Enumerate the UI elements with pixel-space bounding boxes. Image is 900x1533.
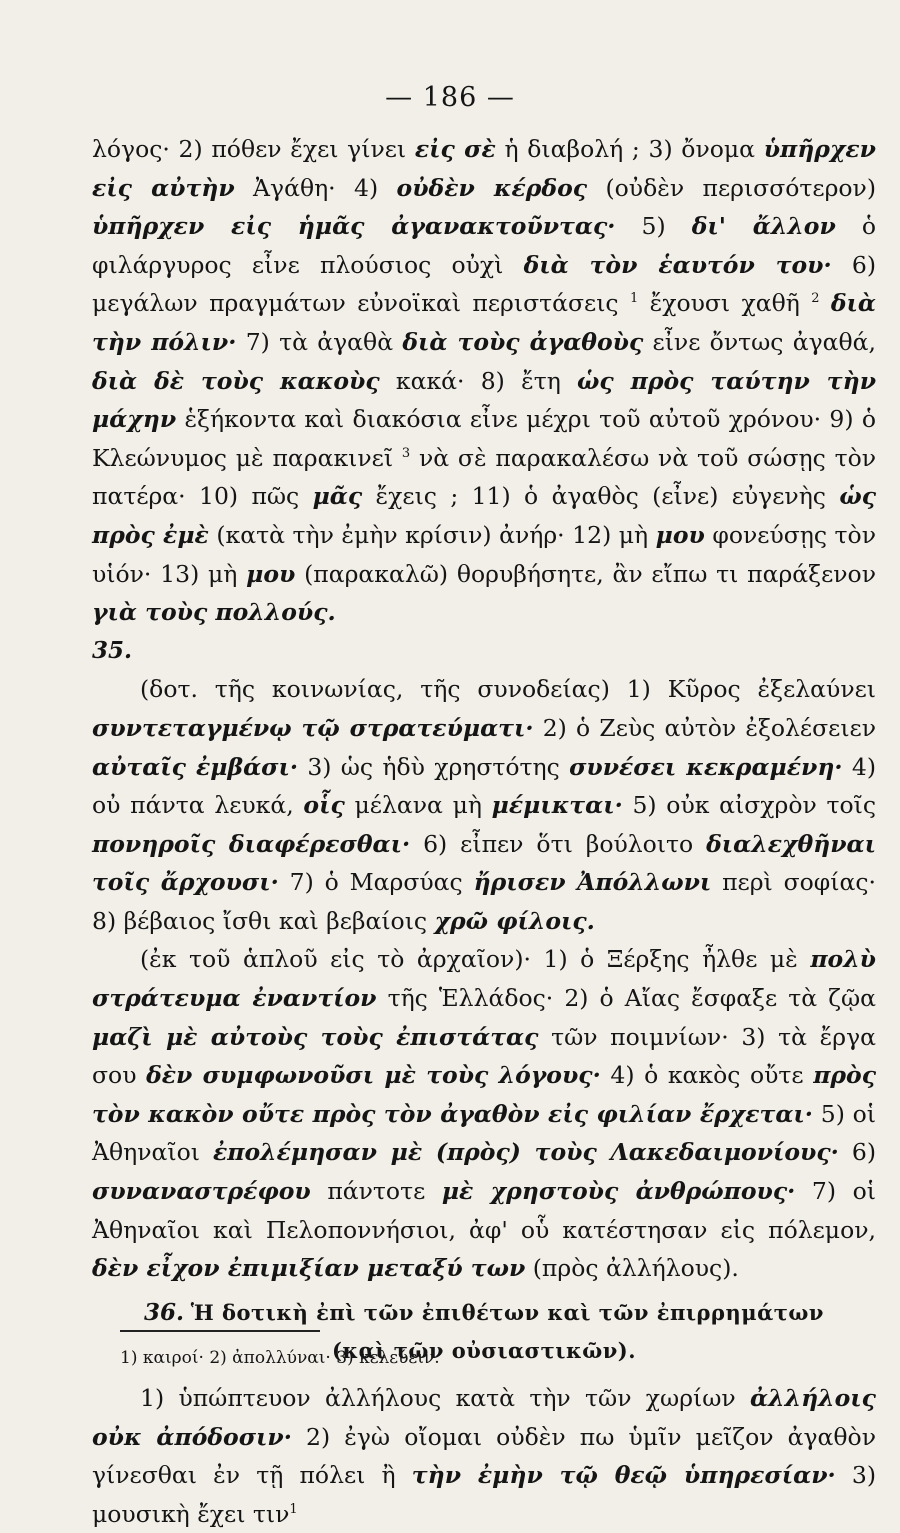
text-run: 1) ὑπώπτευον ἀλλήλους κατὰ τὴν τῶν χωρίων bbox=[140, 1384, 751, 1412]
emphasized-phrase: διὰ δὲ τοὺς κακοὺς bbox=[92, 366, 380, 395]
paragraph-exercise-34-continued bbox=[92, 130, 876, 632]
paragraph-exercise-36 bbox=[92, 1379, 876, 1533]
text-run: τῶν ποιμνίων· 3) τὰ ἔργα σου bbox=[92, 1022, 876, 1090]
text-run: νὰ σὲ παρακαλέσω νὰ τοῦ σώσῃς τὸν πατέρα· 10) πῶς bbox=[92, 443, 877, 511]
footnote-marker: 1 bbox=[629, 291, 639, 307]
text-run: 4) ὁ κακὸς οὔτε bbox=[600, 1061, 814, 1090]
emphasized-phrase: ἐπολέμησαν μὲ (πρὸς) τοὺς Λακεδαιμονίους· bbox=[212, 1138, 839, 1167]
text-run: 5) οἱ Ἀθηναῖοι bbox=[92, 1099, 877, 1167]
emphasized-phrase: συνέσει κεκραμένη· bbox=[569, 752, 843, 781]
emphasized-phrase: μαζὶ μὲ αὐτοὺς τοὺς ἐπιστάτας bbox=[92, 1022, 539, 1051]
emphasized-phrase: μὲ χρηστοὺς ἀνθρώπους· bbox=[441, 1177, 796, 1206]
emphasized-phrase: διαλεχθῆναι τοῖς ἄρχουσι· bbox=[92, 829, 876, 897]
emphasized-phrase: διὰ τὸν ἑαυτόν του· bbox=[523, 250, 832, 279]
text-run: (δοτ. τῆς κοινωνίας, τῆς συνοδείας) 1) Κῦρος ἐξελαύνει bbox=[140, 675, 876, 704]
emphasized-phrase: αὐταῖς ἐμβάσι· bbox=[92, 752, 299, 781]
emphasized-phrase: ὑπῆρχεν εἰς ἡμᾶς ἀγανακτοῦντας· bbox=[92, 212, 616, 241]
text-run: (κατὰ τὴν ἐμὴν κρίσιν) ἀνήρ· 12) μὴ bbox=[208, 520, 656, 549]
text-run: 6) bbox=[838, 1138, 877, 1167]
paragraph-exercise-35a bbox=[92, 670, 876, 940]
page-number: — 186 — bbox=[385, 82, 515, 113]
emphasized-phrase: χρῶ φίλοις. bbox=[434, 906, 595, 935]
text-run: ὁ φιλάργυρος εἶνε πλούσιος οὐχὶ bbox=[92, 212, 877, 279]
text-run: 5) οὐκ αἰσχρὸν τοῖς bbox=[622, 791, 876, 820]
text-run: 6) μεγάλων πραγμάτων εὐνοϊκαὶ περιστάσεις bbox=[92, 250, 876, 318]
section-title-line1: Ἡ δοτικὴ ἐπὶ τῶν ἐπιθέτων καὶ τῶν ἐπιρρημάτων bbox=[190, 1299, 824, 1325]
emphasized-phrase: πολὺ στράτευμα ἐναντίον bbox=[92, 945, 876, 1013]
footnote-marker: 1 bbox=[289, 1501, 298, 1517]
text-run: 3) ὡς ἡδὺ χρηστότης bbox=[298, 752, 570, 781]
text-run: (παρακαλῶ) θορυβήσητε, ἂν εἴπω τι παράξενον bbox=[295, 559, 876, 588]
emphasized-phrase: μου bbox=[246, 559, 296, 588]
text-run: πάντοτε bbox=[310, 1177, 442, 1206]
text-run: ἔχεις ; 11) ὁ ἀγαθὸς (εἶνε) εὐγενὴς bbox=[362, 482, 840, 511]
emphasized-phrase: συντεταγμένῳ τῷ στρατεύματι· bbox=[92, 713, 534, 742]
text-run: (ἐκ τοῦ ἁπλοῦ εἰς τὸ ἀρχαῖον)· 1) ὁ Ξέρξης ἦλθε μὲ bbox=[140, 945, 811, 974]
text-run: 7) ὁ Μαρσύας bbox=[278, 868, 474, 897]
text-run: εἶνε ὄντως ἀγαθά, bbox=[643, 327, 876, 356]
text-run: 3) μουσικὴ ἔχει τιν bbox=[92, 1461, 877, 1528]
text-run: 2) ἐγὼ οἴομαι οὐδὲν πω ὑμῖν μεῖζον ἀγαθὸν γίνεσθαι ἐν τῇ πόλει ἢ bbox=[92, 1422, 876, 1490]
text-run: 2) ὁ Ζεὺς αὐτὸν ἐξολέσειεν bbox=[533, 713, 876, 742]
footnote-marker: 2 bbox=[811, 291, 820, 307]
emphasized-phrase: ὡς πρὸς ἐμὲ bbox=[92, 482, 876, 549]
emphasized-phrase: διὰ τοὺς ἀγαθοὺς bbox=[402, 327, 644, 356]
text-run: Ἀγάθη· 4) bbox=[234, 173, 397, 202]
emphasized-phrase: συναναστρέφου bbox=[92, 1177, 311, 1206]
text-run: φονεύσῃς τὸν υἱόν· 13) μὴ bbox=[92, 520, 876, 588]
section-title-line2: (καὶ τῶν οὐσιαστικῶν). bbox=[331, 1338, 637, 1364]
text-run: (πρὸς ἀλλήλους). bbox=[525, 1254, 739, 1283]
emphasized-phrase: πρὸς τὸν κακὸν οὔτε πρὸς τὸν ἀγαθὸν εἰς φιλίαν ἔρχεται· bbox=[92, 1061, 876, 1128]
emphasized-phrase: μέμικται· bbox=[491, 791, 623, 820]
text-run: λόγος· 2) πόθεν ἔχει γίνει bbox=[92, 135, 415, 163]
text-run: 6) εἶπεν ὅτι βούλοιτο bbox=[410, 829, 707, 858]
emphasized-phrase: ἀλλήλοις οὐκ ἀπόδοσιν· bbox=[92, 1384, 876, 1451]
footnote-marker: 3 bbox=[401, 445, 411, 461]
text-run: μέλανα μὴ bbox=[344, 791, 492, 820]
emphasized-phrase: δὲν εἶχον ἐπιμιξίαν μεταξύ των bbox=[92, 1254, 526, 1283]
text-run: 5) bbox=[615, 212, 692, 241]
footnote-divider bbox=[120, 1330, 320, 1332]
text-run: τῆς Ἑλλάδος· 2) ὁ Αἴας ἔσφαξε τὰ ζῷα bbox=[376, 984, 876, 1013]
text-run: ἡ διαβολή ; 3) ὄνομα bbox=[495, 135, 764, 163]
emphasized-phrase: μᾶς bbox=[312, 482, 363, 511]
body-text bbox=[92, 130, 876, 1533]
emphasized-phrase: ἤρισεν Ἀπόλλωνι bbox=[473, 868, 712, 897]
text-run: κακά· 8) ἔτη bbox=[379, 366, 578, 395]
text-run: (οὐδὲν περισσότερον) bbox=[587, 173, 876, 202]
emphasized-phrase: οὐδὲν κέρδος bbox=[396, 173, 588, 202]
emphasized-phrase: δὲν συμφωνοῦσι μὲ τοὺς λόγους· bbox=[146, 1061, 601, 1090]
emphasized-phrase: διὰ τὴν πόλιν· bbox=[92, 289, 876, 356]
emphasized-phrase: ὡς πρὸς ταύτην τὴν μάχην bbox=[92, 366, 876, 434]
emphasized-phrase: ὑπῆρχεν εἰς αὐτὴν bbox=[92, 135, 876, 202]
text-run: ἑξήκοντα καὶ διακόσια εἶνε μέχρι τοῦ αὐτοῦ χρόνου· 9) ὁ Κλεώνυμος μὲ παρακινεῖ bbox=[92, 405, 876, 472]
emphasized-phrase: γιὰ τοὺς πολλούς. bbox=[92, 598, 336, 627]
emphasized-phrase: πονηροῖς διαφέρεσθαι· bbox=[92, 829, 411, 858]
emphasized-phrase: μου bbox=[655, 520, 705, 549]
emphasized-phrase: οἷς bbox=[303, 791, 345, 820]
section-number-36: 36. bbox=[144, 1298, 185, 1326]
text-run: 7) οἱ Ἀθηναῖοι καὶ Πελοποννήσιοι, ἀφ' οὗ κατέστησαν εἰς πόλεμον, bbox=[92, 1177, 876, 1244]
emphasized-phrase: δι' ἄλλον bbox=[691, 212, 836, 241]
paragraph-exercise-35b bbox=[92, 940, 876, 1287]
footnote: 1) καιροί· 2) ἀπολλύναι· 3) κελεύειν. bbox=[120, 1348, 440, 1368]
text-run: ἔχουσι χαθῆ bbox=[638, 289, 812, 318]
text-run bbox=[819, 289, 830, 317]
text-run: 4) οὐ πάντα λευκά, bbox=[92, 752, 877, 820]
section-number-35: 35. bbox=[92, 636, 133, 664]
emphasized-phrase: τὴν ἐμὴν τῷ θεῷ ὑπηρεσίαν· bbox=[411, 1461, 836, 1490]
emphasized-phrase: εἰς σὲ bbox=[414, 135, 496, 163]
text-run: περὶ σοφίας· 8) βέβαιος ἴσθι καὶ βεβαίοις bbox=[92, 868, 876, 935]
text-run: 7) τὰ ἀγαθὰ bbox=[236, 327, 403, 356]
